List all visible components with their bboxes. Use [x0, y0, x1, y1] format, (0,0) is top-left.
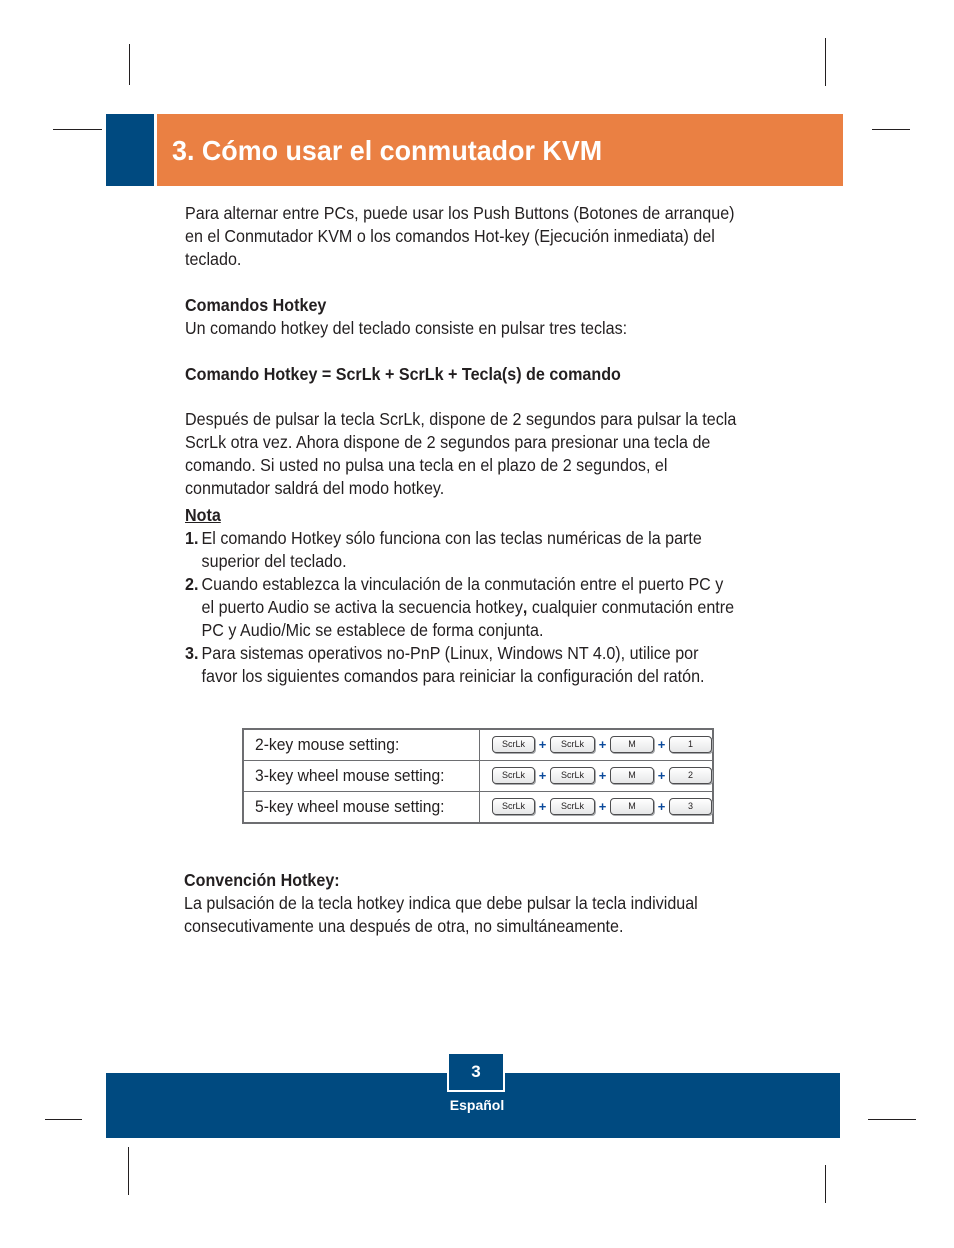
nota-item-number: 2.: [185, 574, 199, 594]
key-cap: ScrLk: [550, 736, 595, 753]
header-accent-block: [106, 114, 154, 186]
plus-sign: +: [598, 768, 607, 784]
row-label: [243, 761, 480, 792]
key-cap: ScrLk: [550, 767, 595, 784]
nota-item-text: El comando Hotkey sólo funciona con las teclas numéricas de la parte superior del teclado.: [201, 528, 702, 571]
row-label: [243, 792, 480, 824]
nota-item-text: Cuando establezca la vinculación de la conmutación entre el puerto PC y el puerto Audio se activa la secuencia hotkey: [201, 574, 724, 617]
crop-mark: [872, 129, 910, 130]
table-row: [243, 792, 713, 824]
hotkey-formula: Comando Hotkey = ScrLk + ScrLk + Tecla(s) de comando: [185, 364, 621, 384]
hotkey-commands-title: Comandos Hotkey: [185, 295, 327, 315]
row-label-text: 2-key mouse setting:: [255, 735, 400, 754]
plus-sign: +: [657, 799, 666, 815]
nota-item-number: 1.: [185, 528, 199, 548]
crop-mark: [868, 1119, 916, 1120]
key-sequence: [480, 792, 714, 824]
nota-list: [185, 527, 737, 688]
nota-item-text: cualquier conmutación entre PC y Audio/Mic se establece de forma conjunta.: [201, 597, 735, 640]
key-cap: ScrLk: [492, 798, 535, 815]
key-cap: M: [610, 767, 654, 784]
key-sequence: [480, 761, 714, 792]
page-title: 3. Cómo usar el conmutador KVM: [172, 135, 603, 166]
row-label: [243, 729, 480, 761]
key-cap: ScrLk: [550, 798, 595, 815]
crop-mark: [53, 129, 102, 130]
intro-paragraph: Para alternar entre PCs, puede usar los Push Buttons (Botones de arranque) en el Conmutador KVM o los comandos Hot-key (Ejecución inmediata) del teclado.: [185, 203, 735, 269]
key-cap: M: [610, 736, 654, 753]
key-cap: 1: [669, 736, 712, 753]
key-cap: 3: [669, 798, 712, 815]
plus-sign: +: [657, 768, 666, 784]
key-cap: ScrLk: [492, 767, 535, 784]
mouse-settings-table: [242, 728, 714, 824]
plus-sign: +: [598, 737, 607, 753]
nota-item-number: 3.: [185, 643, 199, 663]
crop-mark: [45, 1119, 82, 1120]
plus-sign: +: [657, 737, 666, 753]
table-row: [243, 729, 713, 761]
row-label-text: 3-key wheel mouse setting:: [255, 766, 445, 785]
convention-section: [184, 869, 736, 938]
plus-sign: +: [538, 737, 547, 753]
row-label-text: 5-key wheel mouse setting:: [255, 797, 445, 816]
crop-mark: [825, 38, 826, 86]
key-cap: ScrLk: [492, 736, 535, 753]
nota-item-comma: ,: [522, 597, 528, 617]
nota-title: Nota: [185, 505, 221, 525]
key-sequence: [480, 729, 714, 761]
plus-sign: +: [538, 768, 547, 784]
page-number: 3: [447, 1052, 505, 1092]
hotkey-commands-text: Un comando hotkey del teclado consiste en pulsar tres teclas:: [185, 318, 628, 338]
key-cap: M: [610, 798, 654, 815]
convention-text: La pulsación de la tecla hotkey indica que debe pulsar la tecla individual consecutivamente una después de otra, no simultáneamente.: [184, 893, 698, 936]
crop-mark: [825, 1165, 826, 1203]
nota-item: [185, 642, 737, 688]
crop-mark: [129, 44, 130, 85]
main-content: [185, 202, 737, 688]
convention-title: Convención Hotkey:: [184, 870, 340, 890]
nota-item: [185, 527, 737, 573]
footer-language: Español: [449, 1097, 505, 1113]
nota-item: [185, 573, 737, 642]
plus-sign: +: [598, 799, 607, 815]
plus-sign: +: [538, 799, 547, 815]
key-cap: 2: [669, 767, 712, 784]
crop-mark: [128, 1147, 129, 1195]
nota-item-text: Para sistemas operativos no-PnP (Linux, Windows NT 4.0), utilice por favor los siguientes comandos para reiniciar la configuración del ratón.: [201, 643, 705, 686]
table-row: [243, 761, 713, 792]
explanation-paragraph: Después de pulsar la tecla ScrLk, dispone de 2 segundos para pulsar la tecla ScrLk otra vez. Ahora dispone de 2 segundos para presionar una tecla de comando. Si usted no pulsa una tecla en el plazo de 2 segundos, el conmutador saldrá del modo hotkey.: [185, 409, 737, 498]
